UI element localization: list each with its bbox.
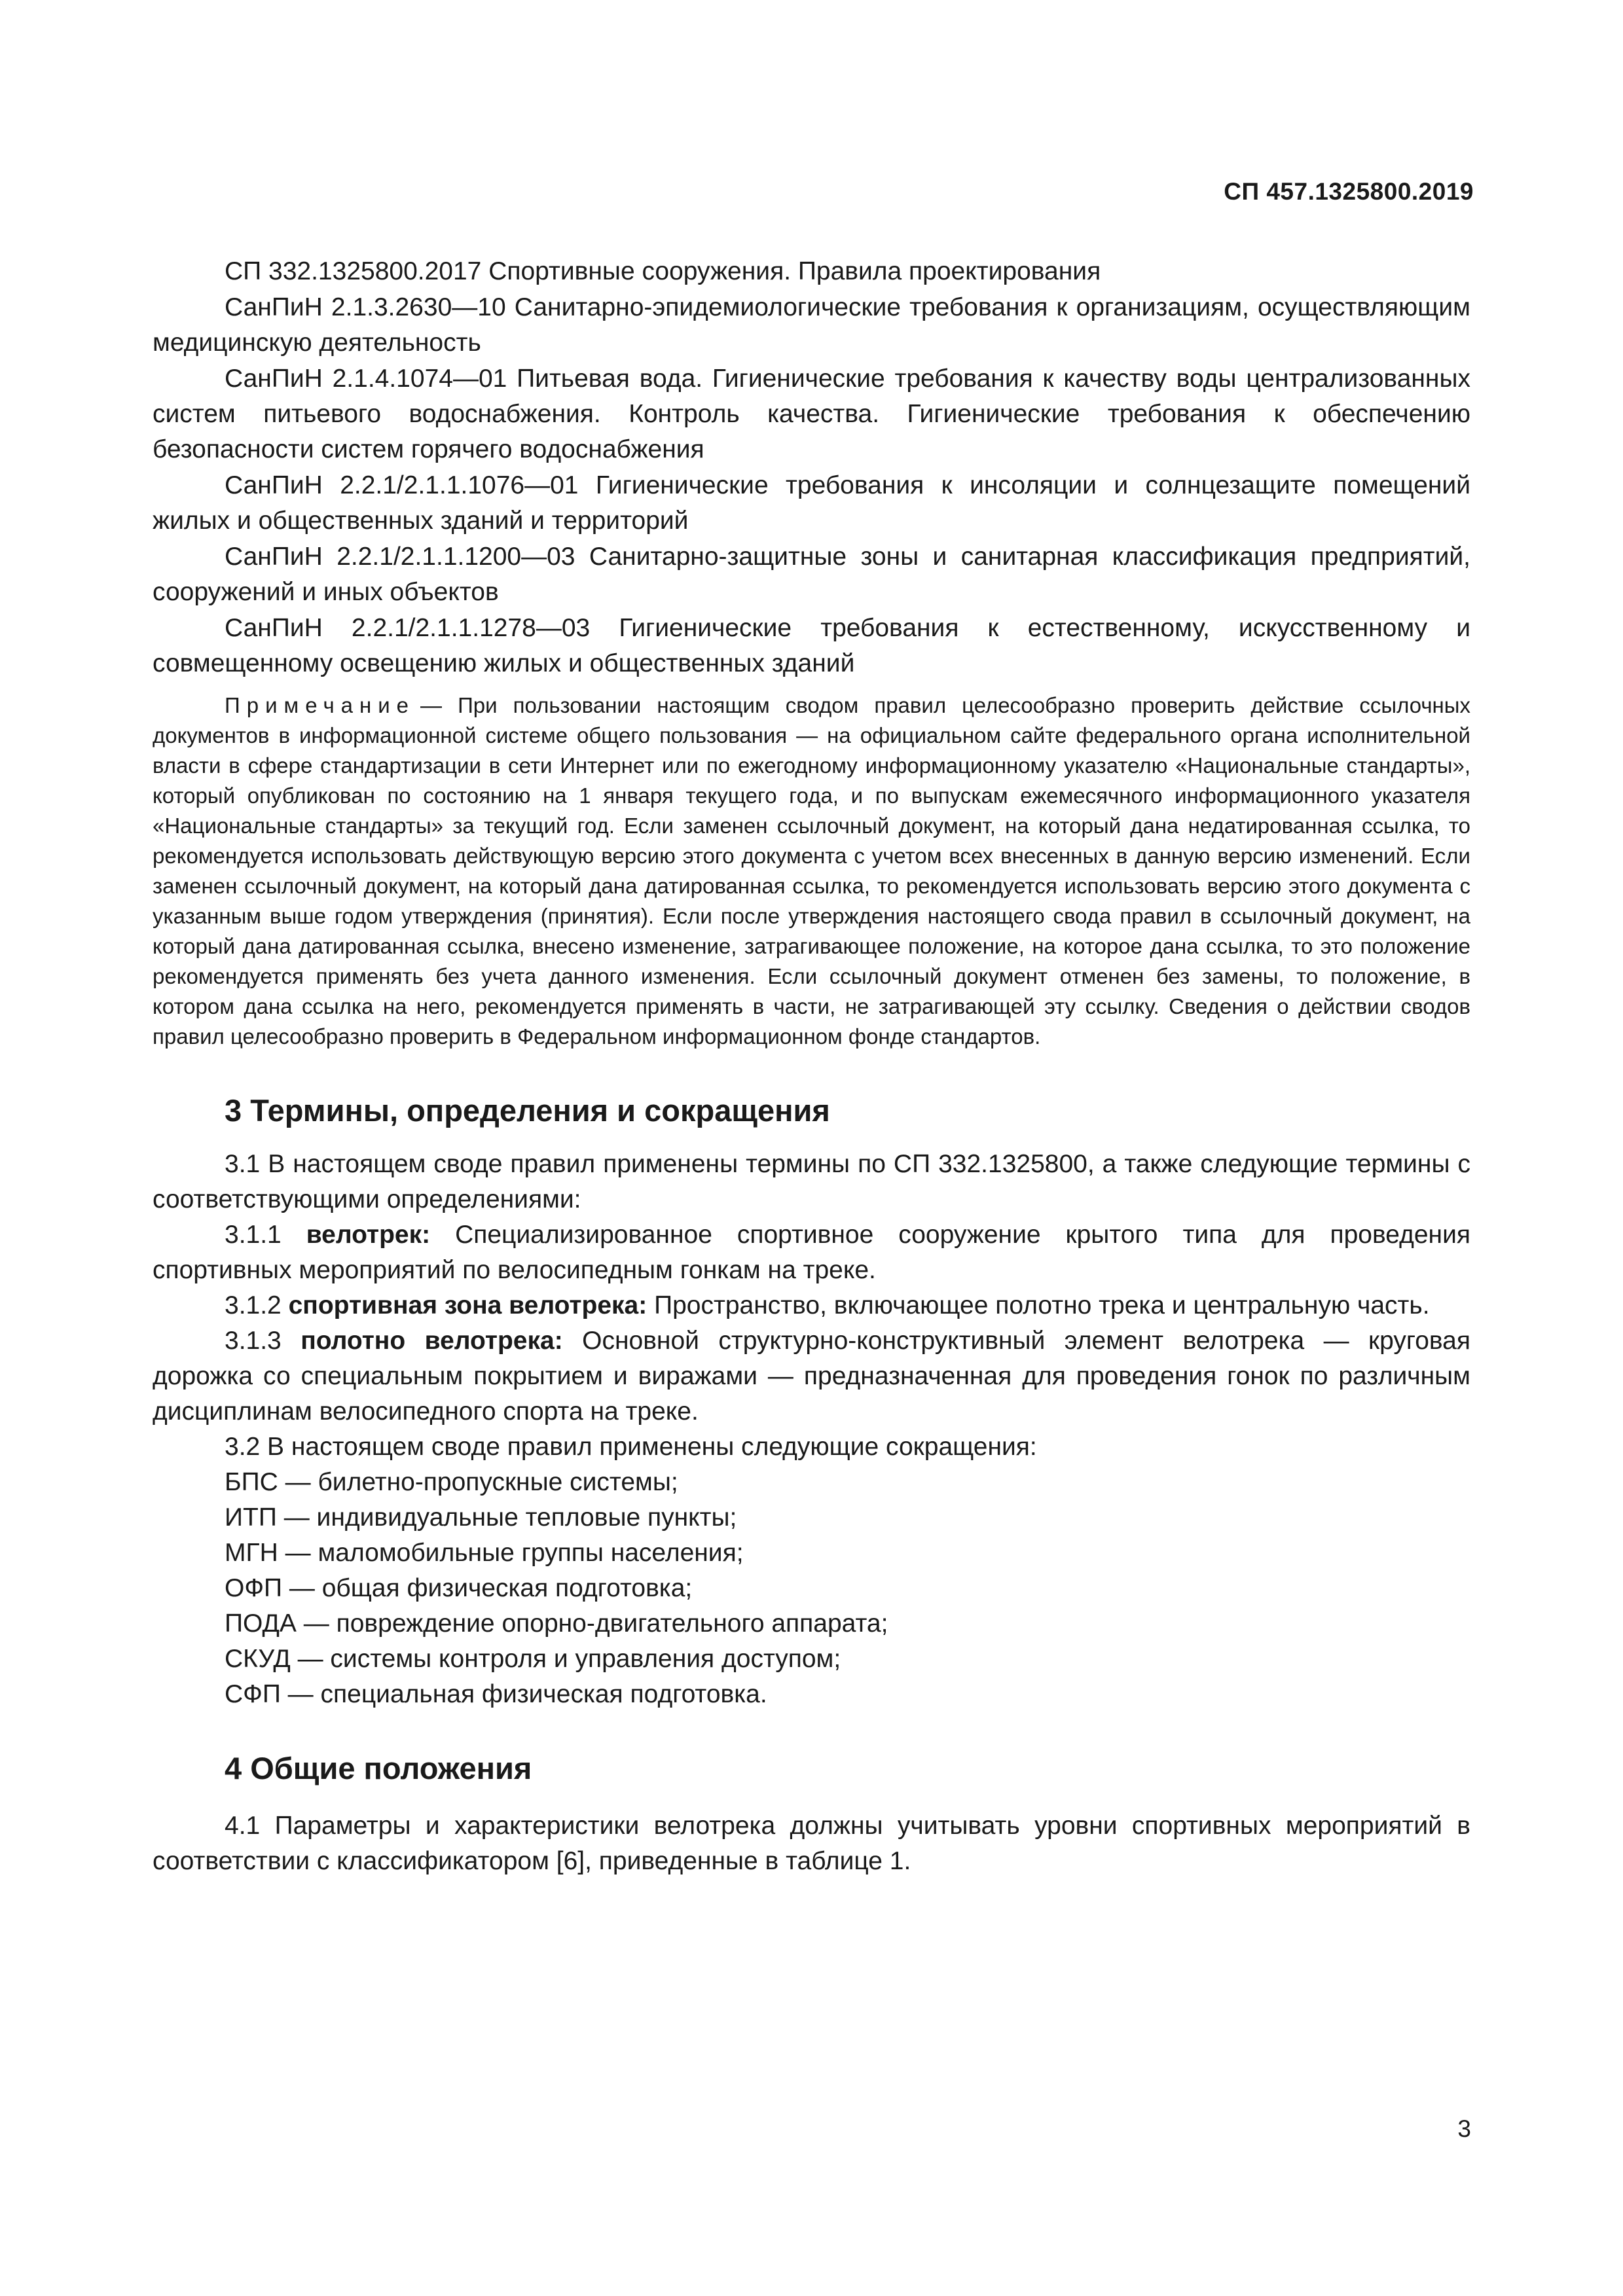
abbreviation-item: ОФП — общая физическая подготовка; (225, 1574, 693, 1602)
term-definition: Специализированное спортивное сооружение крытого типа для проведения спортивных мероприятий по велосипедным гонкам на треке. (153, 1221, 1470, 1284)
abbreviation-item: ПОДА — повреждение опорно-двигательного аппарата; (225, 1609, 888, 1638)
term-name: спортивная зона велотрека: (288, 1291, 647, 1319)
term-number: 3.1.1 (225, 1221, 306, 1249)
document-code: СП 457.1325800.2019 (1224, 178, 1474, 205)
abbreviation-item: МГН — маломобильные группы населения; (225, 1539, 744, 1567)
note (153, 691, 1470, 1052)
term-definition: Пространство, включающее полотно трека и центральную часть. (647, 1291, 1430, 1319)
reference-sanpin-1278: СанПиН 2.2.1/2.1.1.1278—03 Гигиенические требования к естественному, искусственному и совмещенному освещению жилых и общественных зданий (153, 614, 1470, 677)
term-3-1-2 (153, 1288, 1470, 1323)
section-4-title: 4 Общие положения (225, 1751, 532, 1785)
term-name: полотно велотрека: (301, 1327, 563, 1355)
note-text: — При пользовании настоящим сводом правил целесообразно проверить действие ссылочных документов в информационной системе общего пользования — на официальном сайте федерального органа исполнительной власти в сфере стандартизации в сети Интернет или по ежегодному информационному указателю «Национальные стандарты», который опубликован по состоянию на 1 января текущего года, и по выпускам ежемесячного информационного указателя «Национальные стандарты» за текущий год. Если заменен ссылочный документ, на который дана недатированная ссылка, то рекомендуется использовать действующую версию этого документа с учетом всех внесенных в данную версию изменений. Если заменен ссылочный документ, на который дана датированная ссылка, то рекомендуется использовать версию этого документа с указанным выше годом утверждения (принятия). Если после утверждения настоящего свода правил в ссылочный документ, на который дана датированная ссылка, внесено изменение, затрагивающее положение, на которое дана ссылка, то это положение рекомендуется применять без учета данного изменения. Если ссылочный документ отменен без замены, то положение, в котором дана ссылка на него, рекомендуется применять в части, не затрагивающей эту ссылку. Сведения о действии сводов правил целесообразно проверить в Федеральном информационном фонде стандартов. (153, 693, 1470, 1049)
term-3-1-1 (153, 1217, 1470, 1288)
abbreviation-item: БПС — билетно-пропускные системы; (225, 1468, 678, 1496)
paragraph-3-1: 3.1 В настоящем своде правил применены термины по СП 332.1325800, а также следующие термины с соответствующими определениями: (153, 1150, 1470, 1213)
page-content (153, 254, 1470, 1879)
paragraph-3-2: 3.2 В настоящем своде правил применены следующие сокращения: (225, 1433, 1037, 1461)
reference-sanpin-1076: СанПиН 2.2.1/2.1.1.1076—01 Гигиенические требования к инсоляции и солнцезащите помещений жилых и общественных зданий и территорий (153, 471, 1470, 535)
abbreviation-item: СФП — специальная физическая подготовка. (225, 1680, 767, 1708)
reference-sanpin-2630: СанПиН 2.1.3.2630—10 Санитарно-эпидемиологические требования к организациям, осуществляющим медицинскую деятельность (153, 293, 1470, 357)
section-3-title: 3 Термины, определения и сокращения (225, 1093, 830, 1128)
term-name: велотрек: (306, 1221, 431, 1249)
abbreviation-item: ИТП — индивидуальные тепловые пункты; (225, 1503, 737, 1532)
abbreviation-item: СКУД — системы контроля и управления доступом; (225, 1645, 841, 1673)
reference-sp-332: СП 332.1325800.2017 Спортивные сооружения. Правила проектирования (225, 257, 1101, 285)
term-definition: Основной структурно-конструктивный элемент велотрека — круговая дорожка со специальным покрытием и виражами — предназначенная для проведения гонок по различным дисциплинам велосипедного спорта на треке. (153, 1327, 1470, 1426)
term-number: 3.1.3 (225, 1327, 301, 1355)
reference-sanpin-1200: СанПиН 2.2.1/2.1.1.1200—03 Санитарно-защитные зоны и санитарная классификация предприятий, сооружений и иных объектов (153, 543, 1470, 606)
paragraph-4-1: 4.1 Параметры и характеристики велотрека должны учитывать уровни спортивных мероприятий в соответствии с классификатором [6], приведенные в таблице 1. (153, 1812, 1470, 1875)
note-label: Примечание (225, 693, 416, 717)
term-number: 3.1.2 (225, 1291, 289, 1319)
reference-sanpin-1074: СанПиН 2.1.4.1074—01 Питьевая вода. Гигиенические требования к качеству воды централизованных систем питьевого водоснабжения. Контроль качества. Гигиенические требования к обеспечению безопасности систем горячего водоснабжения (153, 365, 1470, 463)
term-3-1-3 (153, 1323, 1470, 1429)
page-number: 3 (1457, 2115, 1471, 2142)
